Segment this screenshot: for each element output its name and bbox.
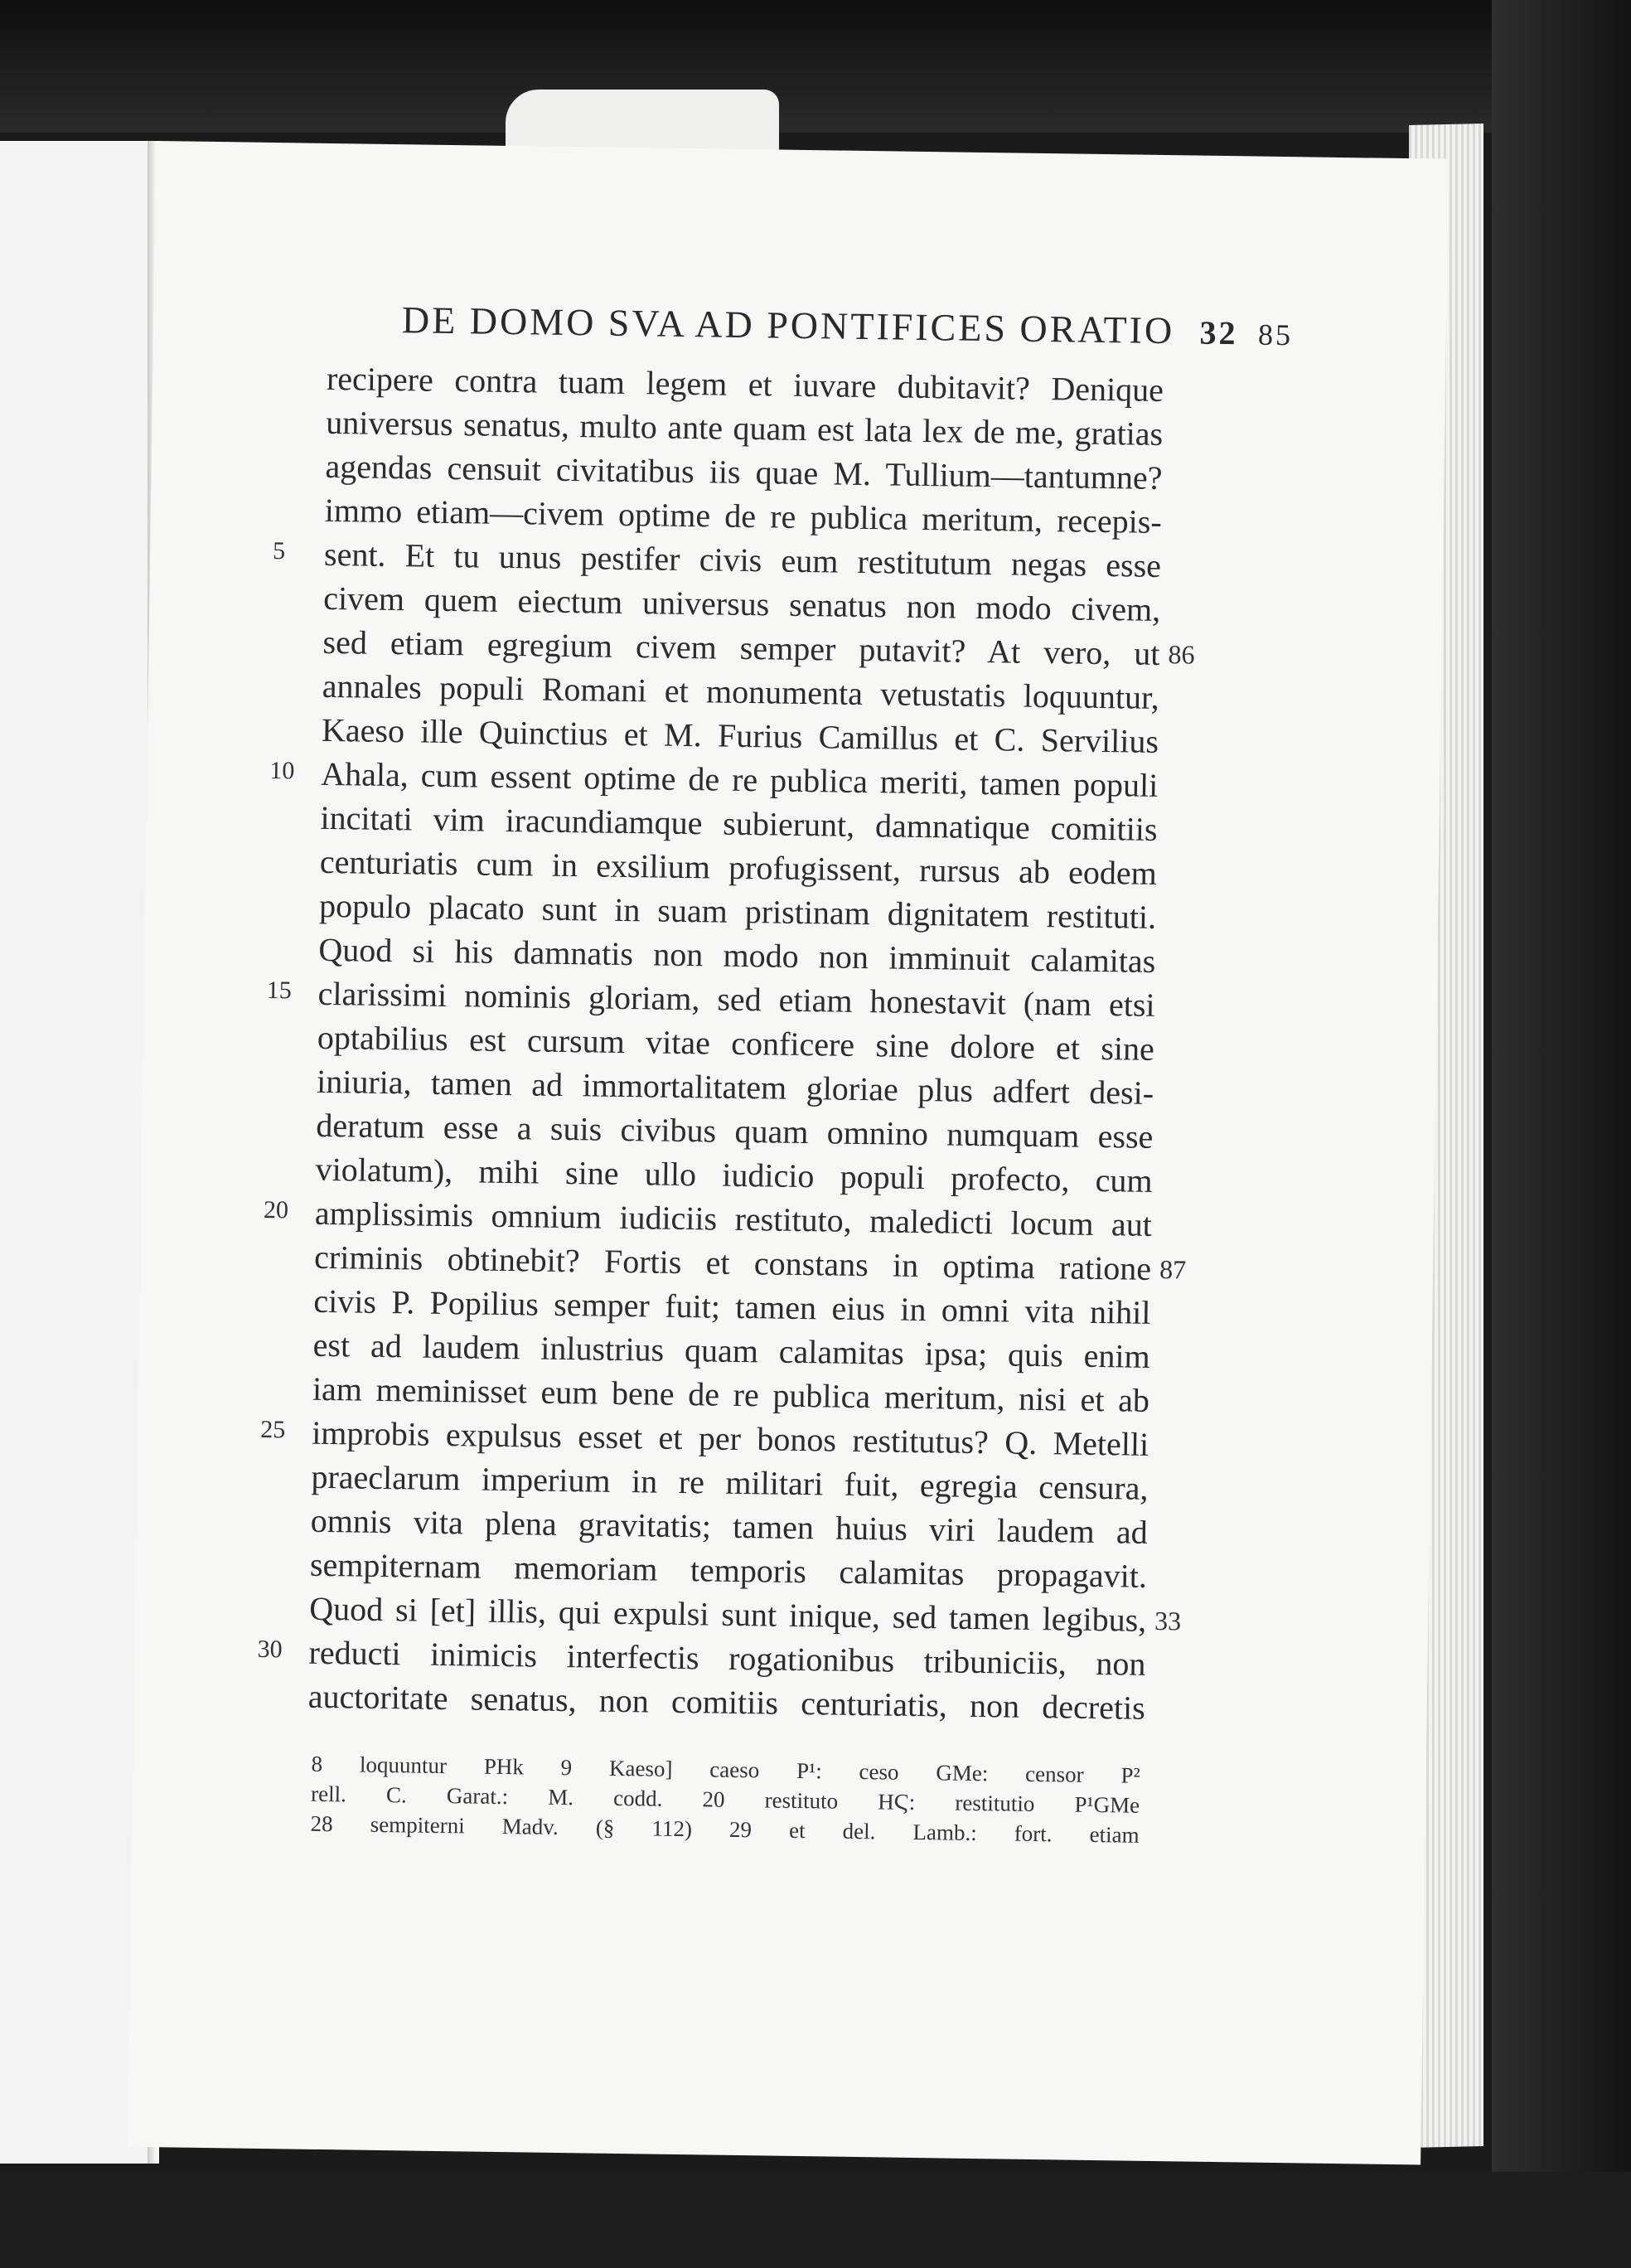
line-text: immo etiam—civem optime de re publica meritum, recepis- <box>324 491 1163 540</box>
line-text: optabilius est cursum vitae conficere sine dolore et sine <box>317 1018 1155 1068</box>
line-text: recipere contra tuam legem et iuvare dubitavit? Denique <box>326 359 1164 410</box>
line-text: clarissimi nominis gloriam, sed etiam honestavit (nam etsi <box>317 974 1155 1024</box>
footnote-line: rell. C. Garat.: M. codd. 20 restituto HϚ: restitutio P¹GMe <box>310 1781 1140 1818</box>
footnote-line: 28 sempiterni Madv. (§ 112) 29 et del. Lamb.: fort. etiam <box>310 1810 1140 1848</box>
line-text: auctoritate senatus, non comitiis centuriatis, non decretis <box>307 1677 1146 1727</box>
section-marker: 33 <box>1154 1606 1182 1636</box>
line-number: 15 <box>266 976 292 1005</box>
line-text: praeclarum imperium in re militari fuit, egregia censura, <box>311 1457 1149 1507</box>
main-text <box>257 359 1195 1732</box>
running-head <box>402 298 1430 361</box>
background-right <box>1492 0 1631 2268</box>
line-text: Ahala, cum essent optime de re publica meriti, tamen populi <box>321 754 1159 804</box>
section-marker: 86 <box>1168 639 1195 670</box>
line-text: civem quem eiectum universus senatus non modo civem, <box>323 579 1161 628</box>
line-text: incitati vim iracundiamque subierunt, damnatique comitiis <box>320 798 1158 848</box>
page-title: DE DOMO SVA AD PONTIFICES ORATIO <box>401 298 1175 352</box>
line-number: 10 <box>269 756 295 785</box>
line-text: centuriatis cum in exsilium profugissent, rursus ab eodem <box>319 842 1158 892</box>
line-text: deratum esse a suis civibus quam omnino numquam esse <box>316 1106 1154 1156</box>
line-text: agendas censuit civitatibus iis quae M. Tullium—tantumne? <box>325 447 1163 497</box>
line-number: 5 <box>272 537 286 565</box>
line-text: sempiternam memoriam temporis calamitas propagavit. <box>309 1545 1148 1595</box>
section-number: 32 <box>1199 313 1238 352</box>
line-number: 20 <box>263 1195 289 1224</box>
line-text: improbis expulsus esset et per bonos restitutus? Q. Metelli <box>311 1413 1149 1463</box>
line-text: reducti inimicis interfectis rogationibus tribuniciis, non <box>308 1633 1146 1683</box>
line-text: Quod si [et] illis, qui expulsi sunt inique, sed tamen legibus, <box>308 1589 1147 1639</box>
book-page <box>128 141 1449 2165</box>
line-text: universus senatus, multo ante quam est lata lex de me, gratias <box>325 403 1164 453</box>
line-number: 25 <box>260 1415 286 1444</box>
line-text: civis P. Popilius semper fuit; tamen eius in omni vita nihil <box>313 1282 1151 1331</box>
line-number: 30 <box>257 1635 283 1664</box>
paragraph-number: 85 <box>1257 317 1294 352</box>
line-text: sed etiam egregium civem semper putavit? At vero, ut <box>322 623 1160 672</box>
line-text: Quod si his damnatis non modo non imminuit calamitas <box>318 930 1156 980</box>
line-text: sent. Et tu unus pestifer civis eum restitutum negas esse <box>323 535 1162 584</box>
line-text: violatum), mihi sine ullo iudicio populi profecto, cum <box>315 1150 1153 1199</box>
line-text: criminis obtinebit? Fortis et constans in optima ratione <box>313 1238 1152 1287</box>
left-page <box>0 141 153 2164</box>
section-marker: 87 <box>1159 1254 1187 1285</box>
line-text: iniuria, tamen ad immortalitatem gloriae plus adfert desi- <box>316 1062 1154 1112</box>
background-bottom <box>0 2172 1631 2268</box>
line-text: iam meminisset eum bene de re publica meritum, nisi et ab <box>312 1369 1150 1419</box>
line-text: annales populi Romani et monumenta vetustatis loquuntur, <box>322 666 1160 716</box>
line-text: populo placato sunt in suam pristinam dignitatem restituti. <box>318 886 1157 936</box>
background-top <box>0 0 1631 133</box>
footnotes <box>310 1752 1140 1853</box>
line-text: est ad laudem inlustrius quam calamitas ipsa; quis enim <box>312 1325 1150 1375</box>
line-text: amplissimis omnium iudiciis restituto, maledicti locum aut <box>314 1194 1153 1243</box>
footnote-line: 8 loquuntur PHk 9 Kaeso] caeso P¹: ceso GMe: censor P² <box>311 1751 1140 1788</box>
line-text: omnis vita plena gravitatis; tamen huius viri laudem ad <box>310 1501 1148 1551</box>
line-text: Kaeso ille Quinctius et M. Furius Camillus et C. Servilius <box>321 710 1159 760</box>
